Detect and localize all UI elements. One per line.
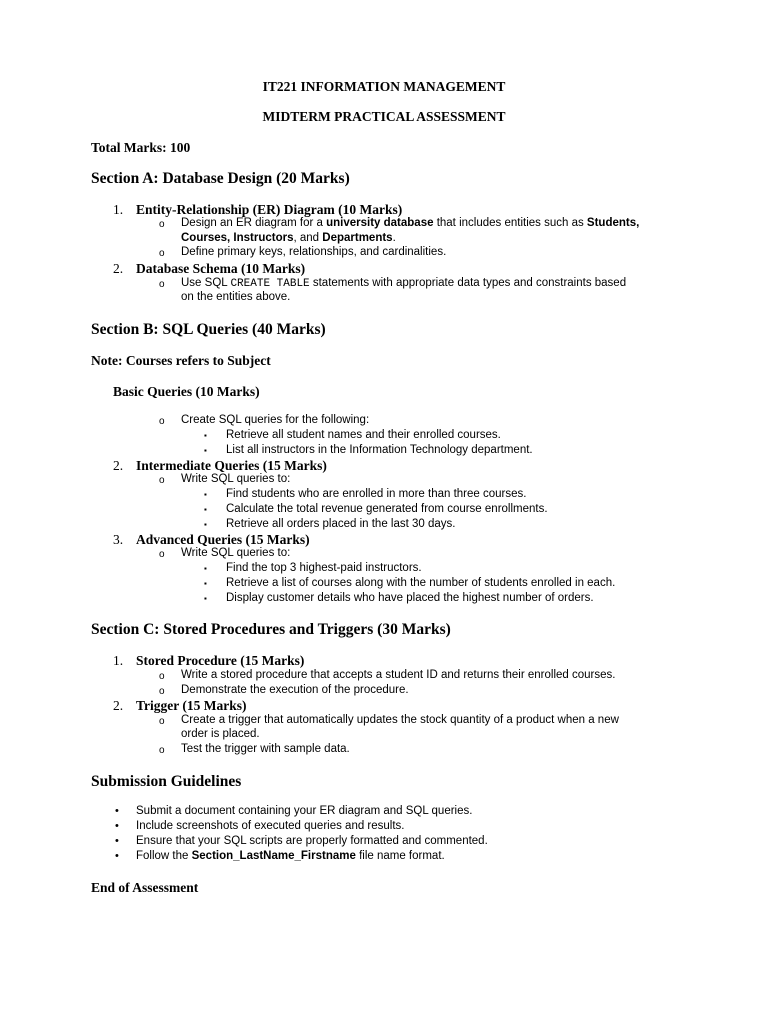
square-bullet-icon: ▪ [204,431,207,440]
list-item: Submit a document containing your ER diagram and SQL queries. [136,805,473,817]
square-bullet-icon: ▪ [204,505,207,514]
circle-bullet-icon: o [159,416,165,427]
list-item: Retrieve all student names and their enrolled courses. [226,429,501,441]
square-bullet-icon: ▪ [204,594,207,603]
list-item: Define primary keys, relationships, and cardinalities. [181,246,447,258]
list-item: Follow the Section_LastName_Firstname file name format. [136,850,445,862]
square-bullet-icon: ▪ [204,520,207,529]
list-item: Test the trigger with sample data. [181,743,350,755]
assessment-title: MIDTERM PRACTICAL ASSESSMENT [262,109,506,124]
circle-bullet-icon: o [159,745,165,756]
list-item: Create a trigger that automatically updates the stock quantity of a product when a new [181,714,619,726]
list-item: order is placed. [181,728,260,740]
bullet-icon: • [115,805,119,817]
list-item: Write SQL queries to: [181,473,291,485]
list-item: Use SQL CREATE TABLE statements with appropriate data types and constraints based [181,277,627,290]
list-item: on the entities above. [181,291,291,303]
list-item: List all instructors in the Information Technology department. [226,444,533,456]
list-number: 1. [113,653,124,668]
submission-heading: Submission Guidelines [91,773,242,790]
list-item: Retrieve all orders placed in the last 30 days. [226,518,456,530]
list-item: Include screenshots of executed queries and results. [136,820,405,832]
square-bullet-icon: ▪ [204,579,207,588]
total-marks: Total Marks: 100 [91,140,191,155]
section-a-heading: Section A: Database Design (20 Marks) [91,170,350,187]
list-item: Retrieve a list of courses along with the number of students enrolled in each. [226,577,616,589]
section-b-heading: Section B: SQL Queries (40 Marks) [91,321,326,338]
course-title: IT221 INFORMATION MANAGEMENT [262,79,506,94]
list-number: 2. [113,458,124,473]
list-item: Demonstrate the execution of the procedure. [181,684,409,696]
circle-bullet-icon: o [159,671,165,682]
list-item: Find students who are enrolled in more than three courses. [226,488,527,500]
db-schema-title: Database Schema (10 Marks) [136,261,306,276]
square-bullet-icon: ▪ [204,564,207,573]
square-bullet-icon: ▪ [204,490,207,499]
circle-bullet-icon: o [159,279,165,290]
list-item: Design an ER diagram for a university database that includes entities such as Students, [181,217,640,229]
list-item: Calculate the total revenue generated from course enrollments. [226,503,548,515]
bullet-icon: • [115,835,119,847]
intermediate-queries-title: Intermediate Queries (15 Marks) [136,458,327,473]
list-item: Write a stored procedure that accepts a student ID and returns their enrolled courses. [181,669,616,681]
list-item: Courses, Instructors, and Departments. [181,232,396,244]
circle-bullet-icon: o [159,219,165,230]
section-c-heading: Section C: Stored Procedures and Triggers (30 Marks) [91,621,451,638]
list-item: Write SQL queries to: [181,547,291,559]
list-item: Ensure that your SQL scripts are properly formatted and commented. [136,835,488,847]
circle-bullet-icon: o [159,686,165,697]
trigger-title: Trigger (15 Marks) [136,698,247,713]
circle-bullet-icon: o [159,475,165,486]
list-item: Find the top 3 highest-paid instructors. [226,562,422,574]
list-number: 3. [113,532,124,547]
list-number: 2. [113,261,124,276]
list-number: 1. [113,202,124,217]
basic-queries-title: Basic Queries (10 Marks) [113,384,260,399]
circle-bullet-icon: o [159,549,165,560]
er-diagram-title: Entity-Relationship (ER) Diagram (10 Marks) [136,202,403,217]
stored-procedure-title: Stored Procedure (15 Marks) [136,653,305,668]
list-number: 2. [113,698,124,713]
circle-bullet-icon: o [159,716,165,727]
list-item: Create SQL queries for the following: [181,414,370,426]
list-item: Display customer details who have placed the highest number of orders. [226,592,594,604]
square-bullet-icon: ▪ [204,446,207,455]
bullet-icon: • [115,820,119,832]
advanced-queries-title: Advanced Queries (15 Marks) [136,532,310,547]
bullet-icon: • [115,850,119,862]
note: Note: Courses refers to Subject [91,353,271,368]
end-of-assessment: End of Assessment [91,880,199,895]
circle-bullet-icon: o [159,248,165,259]
